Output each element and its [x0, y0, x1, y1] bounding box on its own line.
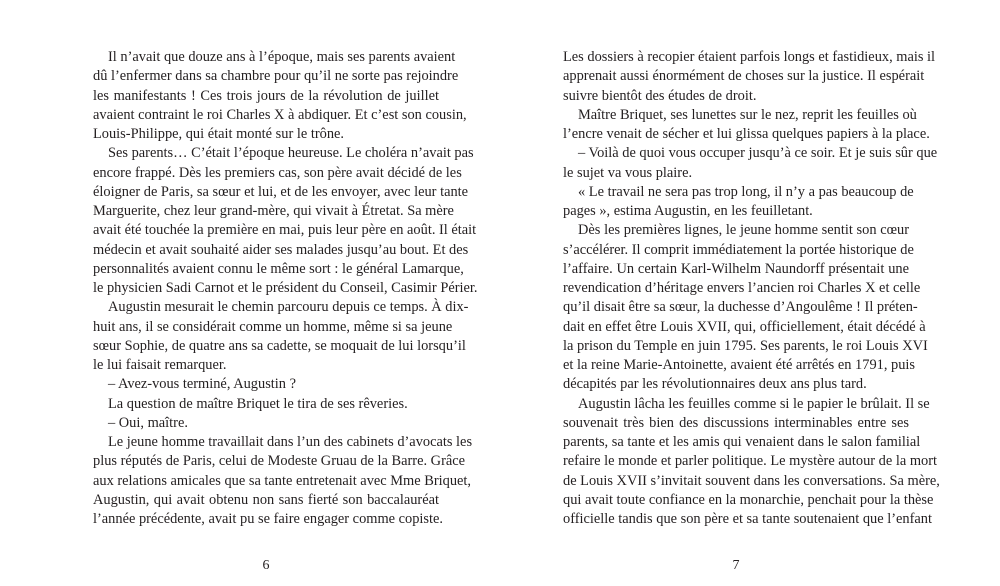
left-page-text: [93, 48, 478, 529]
text-line: Louis-Philippe, qui était monté sur le trône.: [93, 126, 344, 142]
text-line: avaient contraint le roi Charles X à abdiquer. Et c’est son cousin,: [93, 106, 467, 123]
text-line: souvenait très bien des discussions interminables entre ses: [563, 414, 909, 431]
text-line: éloigner de Paris, sa sœur et lui, et de les envoyer, avec leur tante: [93, 183, 469, 200]
text-line: et la reine Marie-Antoinette, avaient été arrêtés en 1791, puis: [563, 357, 916, 373]
text-line: suivre bientôt des études de droit.: [563, 87, 757, 104]
right-page-number: 7: [732, 558, 740, 573]
text-line: Il n’avait que douze ans à l’époque, mais ses parents avaient: [108, 49, 456, 65]
text-line: apprenait aussi énormément de choses sur la justice. Il espérait: [563, 68, 925, 85]
text-line: – Avez-vous terminé, Augustin ?: [108, 376, 296, 393]
text-line: pages », estima Augustin, en les feuilletant.: [563, 203, 813, 219]
text-line: le physicien Sadi Carnot et le président du Conseil, Casimir Périer.: [93, 280, 478, 296]
text-line: sœur Sophie, de quatre ans sa cadette, se moquait de lui lorsqu’il: [93, 337, 466, 354]
right-page-text: [563, 48, 940, 529]
text-line: le sujet va vous plaire.: [563, 164, 693, 181]
text-line: Marguerite, chez leur grand-mère, qui vivait à Étretat. Sa mère: [93, 203, 454, 219]
text-line: plus réputés de Paris, celui de Modeste Gruau de la Barre. Grâce: [93, 453, 466, 470]
text-line: – Voilà de quoi vous occuper jusqu’à ce soir. Et je suis sûr que: [578, 145, 938, 162]
text-line: huit ans, il se considérait comme un homme, même si sa jeune: [93, 318, 453, 335]
text-line: aux relations amicales que sa tante entretenait avec Mme Briquet,: [93, 472, 472, 489]
text-line: Ses parents… C’était l’époque heureuse. Le choléra n’avait pas: [108, 145, 474, 162]
left-page-number: 6: [262, 558, 270, 573]
text-line: Augustin lâcha les feuilles comme si le papier le brûlait. Il se: [578, 395, 930, 412]
text-line: Augustin, qui avait obtenu non sans fierté son baccalauréat: [93, 491, 439, 508]
text-line: médecin et avait souhaité aider ses malades jusqu’au bout. Et des: [93, 241, 469, 258]
text-line: Le jeune homme travaillait dans l’un des cabinets d’avocats les: [108, 434, 473, 450]
text-line: l’affaire. Un certain Karl-Wilhelm Naundorff présentait une: [563, 260, 909, 277]
text-line: avait été touchée la première en mai, puis leur père en août. Il était: [93, 222, 477, 239]
text-line: Dès les premières lignes, le jeune homme sentit son cœur: [578, 222, 909, 239]
text-line: La question de maître Briquet le tira de ses rêveries.: [108, 395, 408, 412]
text-line: le lui faisait remarquer.: [93, 357, 227, 373]
text-line: Maître Briquet, ses lunettes sur le nez, reprit les feuilles où: [578, 106, 917, 123]
text-line: décapités par les révolutionnaires deux ans plus tard.: [563, 376, 867, 393]
text-line: qu’il disait être sa sœur, la duchesse d’Angoulême ! Il préten-: [563, 299, 918, 316]
text-line: Augustin mesurait le chemin parcouru depuis ce temps. À dix-: [108, 299, 469, 316]
text-line: Les dossiers à recopier étaient parfois longs et fastidieux, mais il: [563, 49, 936, 65]
text-line: s’accélérer. Il comprit immédiatement la portée historique de: [563, 241, 914, 258]
text-line: – Oui, maître.: [108, 414, 188, 431]
text-line: refaire le monde et parler politique. Le mystère autour de la mort: [563, 453, 938, 470]
text-line: la prison du Temple en juin 1795. Ses parents, le roi Louis XVI: [563, 337, 928, 354]
text-line: qui avait toute confiance en la monarchie, penchait pour la thèse: [563, 491, 934, 508]
text-line: l’année précédente, avait pu se faire engager comme copiste.: [93, 511, 443, 527]
text-line: « Le travail ne sera pas trop long, il n’y a pas beaucoup de: [578, 183, 914, 200]
text-line: revendication d’héritage envers l’ancien roi Charles X et celle: [563, 280, 921, 296]
text-line: personnalités avaient connu le même sort : le général Lamarque,: [93, 260, 464, 277]
text-line: parents, sa tante et les amis qui venaient dans le salon familial: [563, 434, 921, 450]
text-line: dû l’enfermer dans sa chambre pour qu’il ne sorte pas rejoindre: [93, 68, 459, 85]
text-line: officielle tandis que son père et sa tante soutenaient que l’enfant: [563, 511, 932, 527]
text-line: encore frappé. Dès les premiers cas, son père avait décidé de les: [93, 164, 462, 181]
text-line: l’encre venait de sécher et lui glissa quelques papiers à la place.: [563, 126, 930, 142]
text-line: dait en effet être Louis XVII, qui, officiellement, était décédé à: [563, 318, 926, 335]
text-line: de Louis XVII s’invitait souvent dans les conversations. Sa mère,: [563, 472, 940, 489]
text-line: les manifestants ! Ces trois jours de la révolution de juillet: [93, 87, 439, 104]
